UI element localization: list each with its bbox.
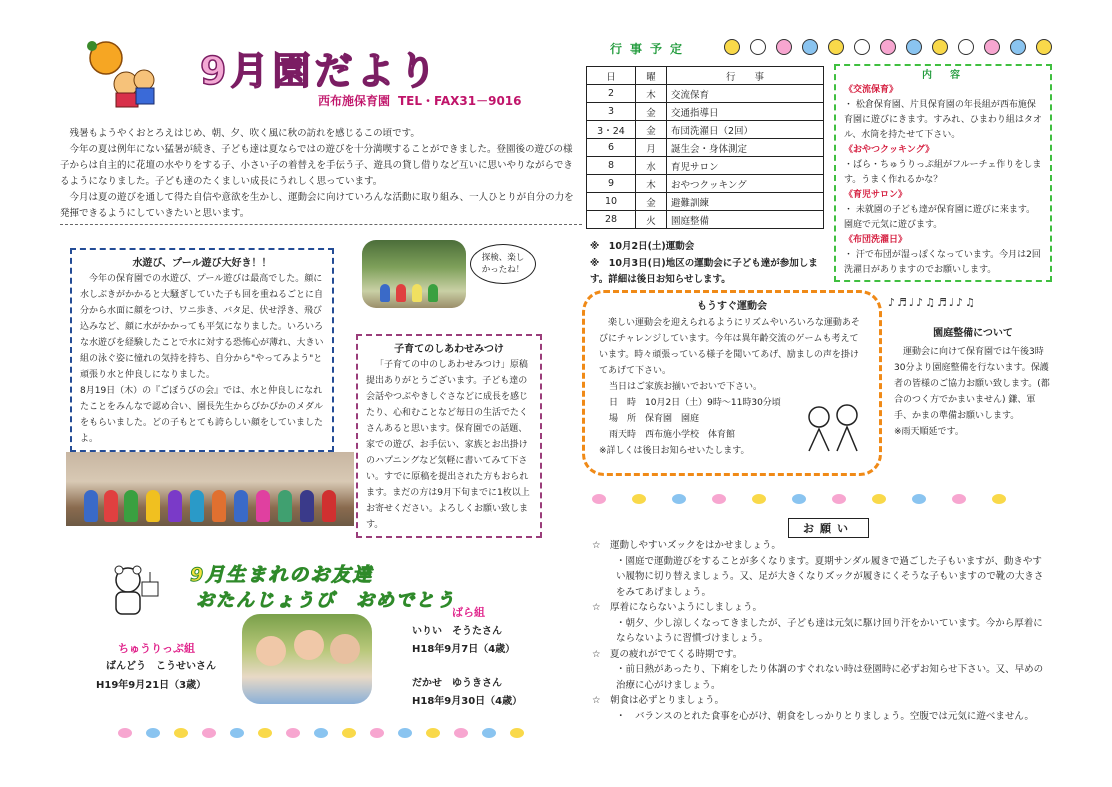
pool-box-title: 水遊び、プール遊び大好き！！ [132,258,272,269]
table-row [587,157,824,175]
section-heading: 《交流保育》 [844,85,899,95]
requests-title: お願い [788,518,869,538]
speech-bubble [470,244,536,284]
music-notes-decoration: ♪♬♩♪♫♬♩♪♫ [888,296,977,309]
intro-paragraph: 今月は夏の遊びを通して得た自信や意欲を生かし、運動会に向けていろんな活動に取り組み、一人ひとりが自分の力を発揮できるようにしていきたいと思います。 [60,192,574,219]
happiness-finding-box [356,334,542,538]
table-cell-day: 金 [636,121,667,139]
request-item: ☆ 朝食は必ずとりましょう。 [592,695,725,706]
table-cell-day: 火 [636,211,667,229]
table-cell-event: 誕生会・身体測定 [667,139,824,157]
table-row [587,211,824,229]
pool-box-body [80,271,324,447]
intro-paragraph: 今年の夏は例年にない猛暑が続き、子ども達は夏ならではの遊びを十分満喫することができました。登園後の遊びの様子からは自主的に花壇の水やりをする子、小さい子の着替えを手伝う子、遊具の貸し借りなど互いに思いやりながらできるようになりました。子ども達のたくましい成長にうれしく思っています。 [60,144,573,187]
intro-text [60,126,582,222]
garden-maintenance-body: 運動会に向けて保育園では午後3時30分より園庭整備を行ないます。保護者の皆様のご協力お願い致します。(都合のつく方でかまいません) 鎌、軍手、かまの準備お願いします。 [894,347,1050,421]
section-body: ・ 汗で布団が湿っぽくなっています。今月は2回洗濯日がありますのでお願いします。 [844,250,1041,275]
rose-child-birthdate-2: H18年9月30日（4歳） [412,696,523,707]
schedule-heading: 行事予定 [610,42,691,56]
section-body: ・ばら・ちゅうりっぷ組がフルーチェ作りをします。うまく作れるかな？ [844,160,1042,185]
section-heading: 《おやつクッキング》 [844,145,935,155]
flower-decoration-strip [592,494,1006,504]
sports-day-line: 当日はご家族お揃いでおいで下さい。 [609,382,763,392]
pool-play-box [70,248,334,452]
intro-paragraph: 残暑もようやくおとろえはじめ、朝、夕、吹く風に秋の訪れを感じるこの頃です。 [69,128,420,139]
table-cell-date: 8 [587,157,636,175]
table-cell-event: 避難訓練 [667,193,824,211]
table-cell-event: おやつクッキング [667,175,824,193]
tulip-child-name: ばんどう こうせいさん [106,661,216,672]
section-heading: 《育児サロン》 [844,190,908,200]
section-body: ・ 未就園の子ども達が保育園に遊びに来ます。園庭で元気に遊びます。 [844,205,1036,230]
request-detail: ・ バランスのとれた食事を心がけ、朝食をしっかりとりましょう。空腹では元気に遊べません。 [616,710,1034,722]
table-cell-date: 10 [587,193,636,211]
event-details-box [834,64,1052,282]
tulip-class-label: ちゅうりっぷ組 [118,642,195,655]
sports-day-line: ※詳しくは後日お知らせいたします。 [599,446,750,456]
children-group-photo [66,452,354,526]
table-cell-day: 水 [636,157,667,175]
school-name: 西布施保育園 [318,94,391,108]
running-children-illustration [799,401,869,461]
sports-day-title: もうすぐ運動会 [697,301,767,312]
schedule-note-2: ※ 10月3日(日)地区の運動会に子ども達が参加します。詳細は後日お知らせします。 [590,258,818,285]
sports-day-line: 場 所 保育園 園庭 [609,414,700,424]
schedule-note-1: ※ 10月2日(土)運動会 [590,241,695,252]
rose-child-name-2: だかせ ゆうきさん [412,678,502,689]
table-cell-date: 2 [587,85,636,103]
table-header-date: 日 [587,67,636,85]
table-row [587,175,824,193]
table-cell-date: 3・24 [587,121,636,139]
request-detail: ・朝夕、少し涼しくなってきましたが、子ども達は元気に駆け回り汗をかいています。今から厚着にならないように習慣づけましょう。 [616,617,1043,644]
sports-day-line: 雨天時 西布施小学校 体育館 [609,430,736,440]
contact-tel-fax: TEL・FAX31－9016 [398,94,522,108]
table-cell-day: 金 [636,193,667,211]
rose-child-birthdate-1: H18年9月7日（4歳） [412,644,516,655]
request-item: ☆ 厚着にならないようにしましょう。 [592,602,763,613]
garden-maintenance-section [894,326,1052,440]
header-mascot-illustration [78,38,158,110]
table-cell-event: 交流保育 [667,85,824,103]
sports-day-box [582,290,882,476]
request-detail: ・園庭で運動遊びをすることが多くなります。夏期サンダル履きで過ごした子もいますが、動きやすい履物に切り替えましょう。又、足が大きくなりズックが履きにくそうな子もいますので靴の大きさをみてあげましょう。 [616,555,1044,598]
rose-class-label: ばら組 [452,606,485,619]
section-body: ・ 松倉保育園、片貝保育園の年長組が西布施保育園に遊びにきます。すみれ、ひまわり組はタオル、水筒を持たせて下さい。 [844,100,1042,140]
table-cell-event: 交通指導日 [667,103,824,121]
tulip-child-birthdate: H19年9月21日（3歳） [96,680,207,691]
pool-box-paragraph: 今年の保育園での水遊び、プール遊びは最高でした。顔に水しぶきがかかると大騒ぎしていた子も回を重ねるごとに自分から水面に顔をつけ、ワニ歩き、バタ足、伏せ浮き、飛び込みなど、顔に水がかかっても平気になりました。いろいろな水遊びを経験したことで水に対する恐怖心が薄れ、大きい組の泳ぐ姿に憧れの気持を持ち、自分から"やってみよう"と頑張り水と仲良しになりました。 [80,274,324,380]
garden-maintenance-note: ※雨天順延です。 [894,427,964,437]
pool-box-paragraph: 8月19日（木）の『ごぼうびの会』では、水と仲良しになれたことをみんなで認め合い、園長先生からぴかぴかのメダルをもらいました。どの子もとても誇らしい顔をしていましたよ。 [80,386,324,444]
table-header-row [587,67,824,85]
request-item: ☆ 運動しやすいズックをはかせましょう。 [592,540,781,551]
birthday-children-photo [242,614,372,704]
table-cell-day: 金 [636,103,667,121]
happiness-box-title: 子育てのしあわせみつけ [394,344,504,355]
table-cell-day: 木 [636,175,667,193]
bear-cake-illustration [108,560,162,620]
table-cell-day: 月 [636,139,667,157]
table-header-event: 行 事 [667,67,824,85]
table-cell-event: 布団洗濯日（2回） [667,121,824,139]
forest-exploration-photo [362,240,466,308]
table-cell-date: 3 [587,103,636,121]
event-details-title: 内 容 [922,70,964,81]
speech-bubble-text: 探検、楽しかったね！ [481,253,525,275]
sports-day-body: 楽しい運動会を迎えられるようにリズムやいろいろな運動あそびにチャレンジしています。今年は異年齢交流のゲームも考えています。時々頑張っている様子を聞いてあげ、励ましの声を掛けてあげて下さい。 [599,318,860,376]
table-row [587,121,824,139]
table-cell-event: 園庭整備 [667,211,824,229]
header-animal-decoration [724,36,1054,58]
rose-child-name-1: いりい そうたさん [412,626,502,637]
table-cell-event: 育児サロン [667,157,824,175]
divider [60,224,582,225]
table-row [587,103,824,121]
page-title: 9月園だより [200,49,441,93]
section-heading: 《布団洗濯日》 [844,235,908,245]
table-cell-date: 9 [587,175,636,193]
request-detail: ・前日熱があったり、下痢をしたり体調のすぐれない時は登園時に必ずお知らせ下さい。又、早めの治療に心がけましょう。 [616,664,1044,691]
request-item: ☆ 夏の疲れがでてくる時期です。 [592,648,743,660]
table-cell-date: 28 [587,211,636,229]
table-header-day: 曜 [636,67,667,85]
requests-list [592,538,1044,724]
table-row [587,85,824,103]
table-row [587,193,824,211]
schedule-table [586,66,824,229]
happiness-box-body: 「子育ての中のしあわせみつけ」原稿提出ありがとうございます。子ども達の会話やつぶやきしぐさなどに成長を感じたり、心和むことなど毎日の生活でたくさんあると思います。保育園での話題、家での遊び、お手伝い、家族とお出掛けのハプニングなど気軽に書いてみて下さい。すでに原稿を提出された方もおられます。まだの方は9月下旬までに1枚以上お寄せください。よろしくお願い致します。 [366,360,530,530]
birthday-heading-line1: 9月生まれのお友達 [190,564,374,586]
sports-day-line: 日 時 10月2日（土）9時～11時30分頃 [609,398,781,408]
table-cell-day: 木 [636,85,667,103]
table-row [587,139,824,157]
bottom-decoration-strip [118,728,524,738]
table-cell-date: 6 [587,139,636,157]
garden-maintenance-title: 園庭整備について [933,328,1013,339]
birthday-heading-line2: おたんじょうび おめでとう [196,590,456,611]
